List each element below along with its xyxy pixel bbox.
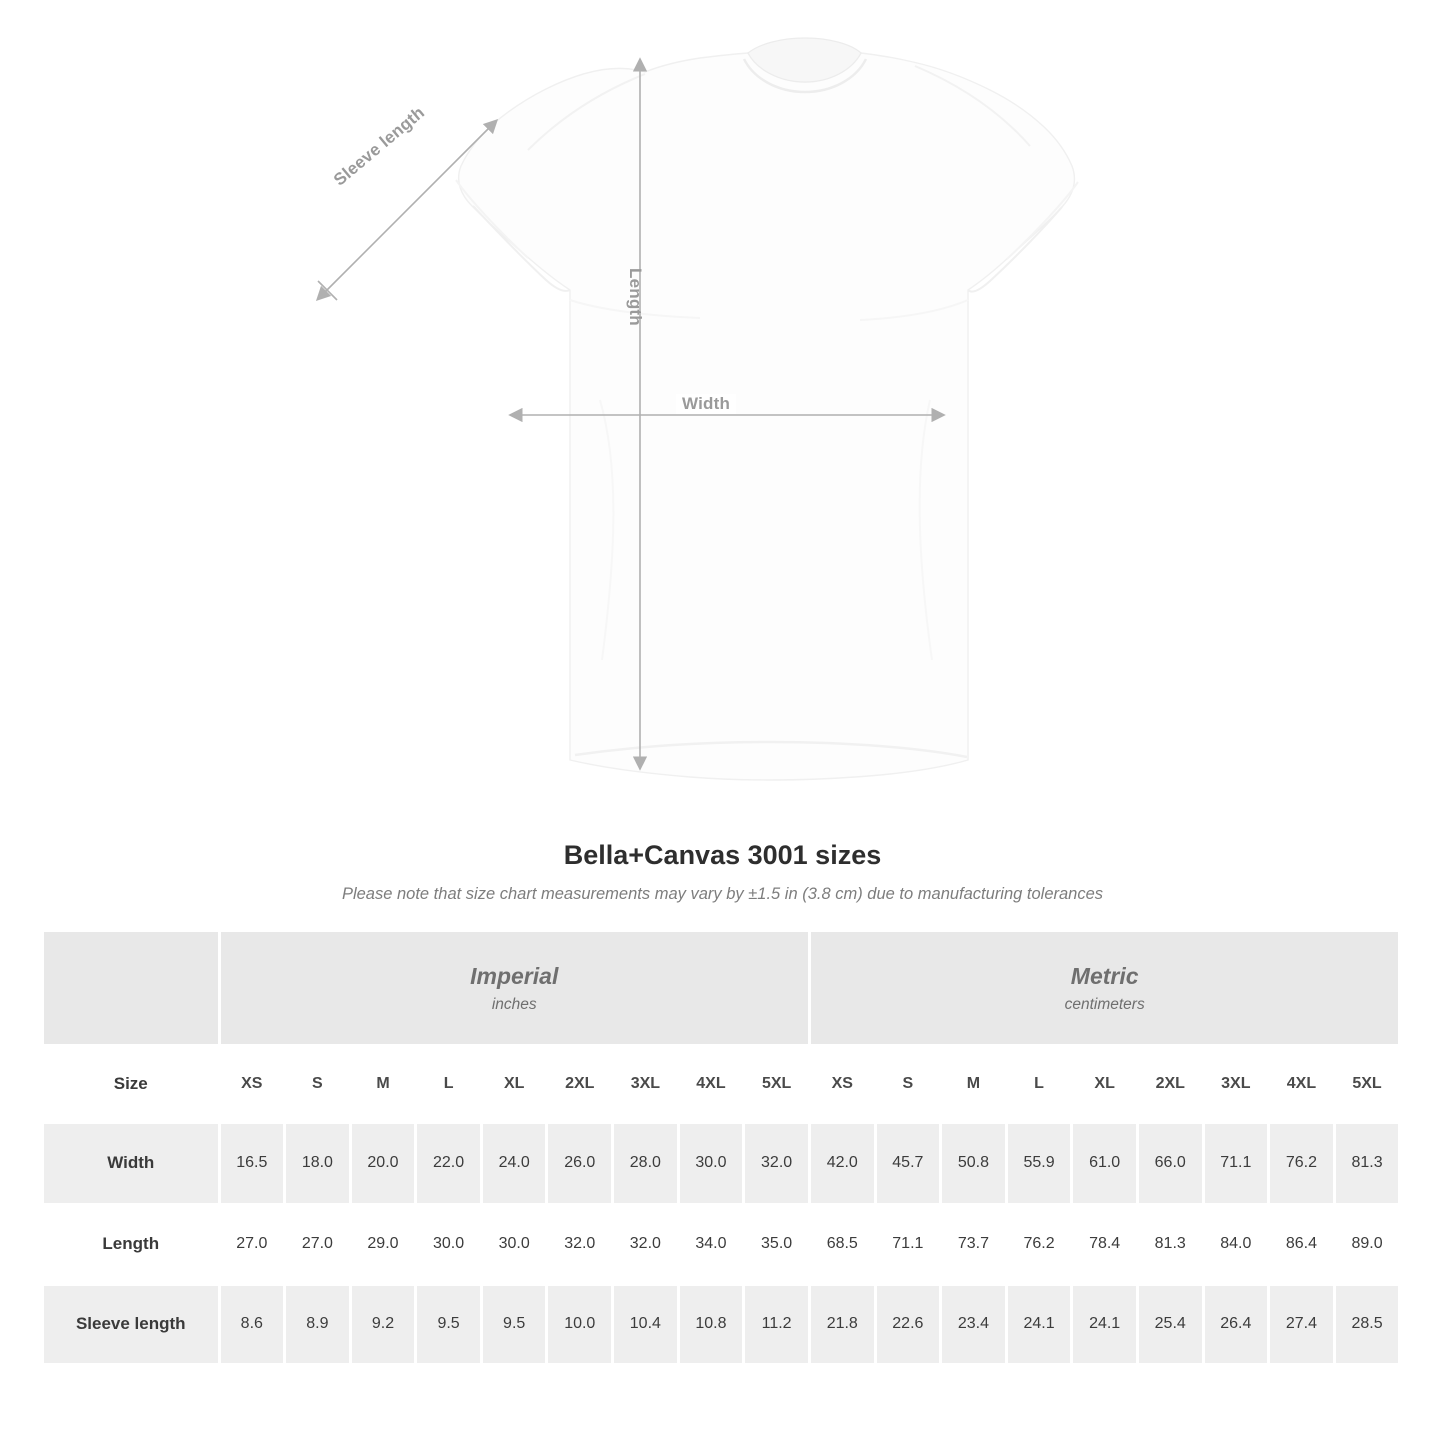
cell-sleeve: 9.5 bbox=[416, 1284, 482, 1364]
cell-sleeve: 25.4 bbox=[1137, 1284, 1203, 1364]
cell-width: 20.0 bbox=[350, 1124, 416, 1204]
cell-width: 24.0 bbox=[481, 1124, 547, 1204]
row-label-sleeve-length: Sleeve length bbox=[44, 1284, 219, 1364]
cell-length: 32.0 bbox=[547, 1204, 613, 1284]
cell-width: 16.5 bbox=[219, 1124, 285, 1204]
cell-sleeve: 10.0 bbox=[547, 1284, 613, 1364]
cell-length: 32.0 bbox=[613, 1204, 679, 1284]
size-header-cell: 5XL bbox=[744, 1044, 810, 1124]
cell-sleeve: 28.5 bbox=[1334, 1284, 1400, 1364]
cell-length: 27.0 bbox=[285, 1204, 351, 1284]
cell-width: 71.1 bbox=[1203, 1124, 1269, 1204]
length-label: Length bbox=[626, 268, 645, 326]
cell-sleeve: 24.1 bbox=[1006, 1284, 1072, 1364]
size-header-cell: 4XL bbox=[678, 1044, 744, 1124]
size-header-cell: 2XL bbox=[1137, 1044, 1203, 1124]
cell-length: 73.7 bbox=[941, 1204, 1007, 1284]
imperial-unit: inches bbox=[491, 995, 537, 1013]
size-header-row bbox=[44, 1044, 1400, 1124]
size-header-cell: M bbox=[350, 1044, 416, 1124]
size-header-cell: 5XL bbox=[1334, 1044, 1400, 1124]
cell-width: 50.8 bbox=[941, 1124, 1007, 1204]
size-header-cell: L bbox=[1006, 1044, 1072, 1124]
metric-group-header bbox=[809, 932, 1399, 1044]
size-header-cell: XS bbox=[809, 1044, 875, 1124]
unit-header-row bbox=[44, 932, 1400, 1044]
metric-name: Metric bbox=[1070, 962, 1139, 989]
size-header-cell: M bbox=[941, 1044, 1007, 1124]
cell-width: 28.0 bbox=[613, 1124, 679, 1204]
size-header-label: Size bbox=[44, 1044, 219, 1124]
cell-length: 78.4 bbox=[1072, 1204, 1138, 1284]
cell-sleeve: 11.2 bbox=[744, 1284, 810, 1364]
cell-length: 89.0 bbox=[1334, 1204, 1400, 1284]
cell-length: 68.5 bbox=[809, 1204, 875, 1284]
cell-sleeve: 23.4 bbox=[941, 1284, 1007, 1364]
cell-sleeve: 8.6 bbox=[219, 1284, 285, 1364]
page-title: Bella+Canvas 3001 sizes bbox=[563, 840, 882, 870]
size-header-cell: 3XL bbox=[1203, 1044, 1269, 1124]
cell-length: 76.2 bbox=[1006, 1204, 1072, 1284]
size-header-cell: XS bbox=[219, 1044, 285, 1124]
cell-width: 76.2 bbox=[1269, 1124, 1335, 1204]
cell-width: 45.7 bbox=[875, 1124, 941, 1204]
cell-width: 66.0 bbox=[1137, 1124, 1203, 1204]
imperial-group-header bbox=[219, 932, 809, 1044]
sleeve-length-label: Sleeve length bbox=[330, 102, 429, 190]
cell-sleeve: 9.5 bbox=[481, 1284, 547, 1364]
size-header-cell: S bbox=[285, 1044, 351, 1124]
size-table bbox=[44, 932, 1401, 1366]
cell-length: 30.0 bbox=[481, 1204, 547, 1284]
cell-width: 30.0 bbox=[678, 1124, 744, 1204]
cell-width: 22.0 bbox=[416, 1124, 482, 1204]
sleeve-dimension-line bbox=[325, 128, 489, 292]
cell-sleeve: 24.1 bbox=[1072, 1284, 1138, 1364]
cell-width: 55.9 bbox=[1006, 1124, 1072, 1204]
size-header-cell: L bbox=[416, 1044, 482, 1124]
cell-sleeve: 21.8 bbox=[809, 1284, 875, 1364]
cell-sleeve: 10.8 bbox=[678, 1284, 744, 1364]
cell-length: 27.0 bbox=[219, 1204, 285, 1284]
size-header-cell: 2XL bbox=[547, 1044, 613, 1124]
cell-width: 61.0 bbox=[1072, 1124, 1138, 1204]
cell-width: 18.0 bbox=[285, 1124, 351, 1204]
size-header-cell: 4XL bbox=[1269, 1044, 1335, 1124]
size-table-wrapper bbox=[44, 932, 1401, 1366]
table-row bbox=[44, 1284, 1400, 1364]
cell-width: 81.3 bbox=[1334, 1124, 1400, 1204]
title-block bbox=[0, 840, 1445, 904]
width-label: Width bbox=[676, 394, 736, 414]
cell-length: 81.3 bbox=[1137, 1204, 1203, 1284]
cell-width: 32.0 bbox=[744, 1124, 810, 1204]
cell-width: 26.0 bbox=[547, 1124, 613, 1204]
cell-length: 34.0 bbox=[678, 1204, 744, 1284]
tolerance-note: Please note that size chart measurements may vary by ±1.5 in (3.8 cm) due to manufacturing tolerances bbox=[341, 885, 1104, 903]
cell-length: 86.4 bbox=[1269, 1204, 1335, 1284]
row-label-width: Width bbox=[44, 1124, 219, 1204]
tshirt-shape bbox=[456, 38, 1078, 780]
size-header-cell: XL bbox=[481, 1044, 547, 1124]
cell-length: 29.0 bbox=[350, 1204, 416, 1284]
cell-length: 35.0 bbox=[744, 1204, 810, 1284]
cell-sleeve: 27.4 bbox=[1269, 1284, 1335, 1364]
metric-unit: centimeters bbox=[1064, 995, 1145, 1013]
table-row bbox=[44, 1204, 1400, 1284]
cell-sleeve: 8.9 bbox=[285, 1284, 351, 1364]
unit-spacer-cell bbox=[44, 932, 219, 1044]
cell-width: 42.0 bbox=[809, 1124, 875, 1204]
cell-length: 84.0 bbox=[1203, 1204, 1269, 1284]
size-header-cell: S bbox=[875, 1044, 941, 1124]
table-row bbox=[44, 1124, 1400, 1204]
cell-sleeve: 22.6 bbox=[875, 1284, 941, 1364]
size-header-cell: XL bbox=[1072, 1044, 1138, 1124]
cell-sleeve: 9.2 bbox=[350, 1284, 416, 1364]
cell-sleeve: 26.4 bbox=[1203, 1284, 1269, 1364]
cell-length: 71.1 bbox=[875, 1204, 941, 1284]
cell-sleeve: 10.4 bbox=[613, 1284, 679, 1364]
row-label-length: Length bbox=[44, 1204, 219, 1284]
cell-length: 30.0 bbox=[416, 1204, 482, 1284]
imperial-name: Imperial bbox=[470, 962, 559, 989]
size-header-cell: 3XL bbox=[613, 1044, 679, 1124]
